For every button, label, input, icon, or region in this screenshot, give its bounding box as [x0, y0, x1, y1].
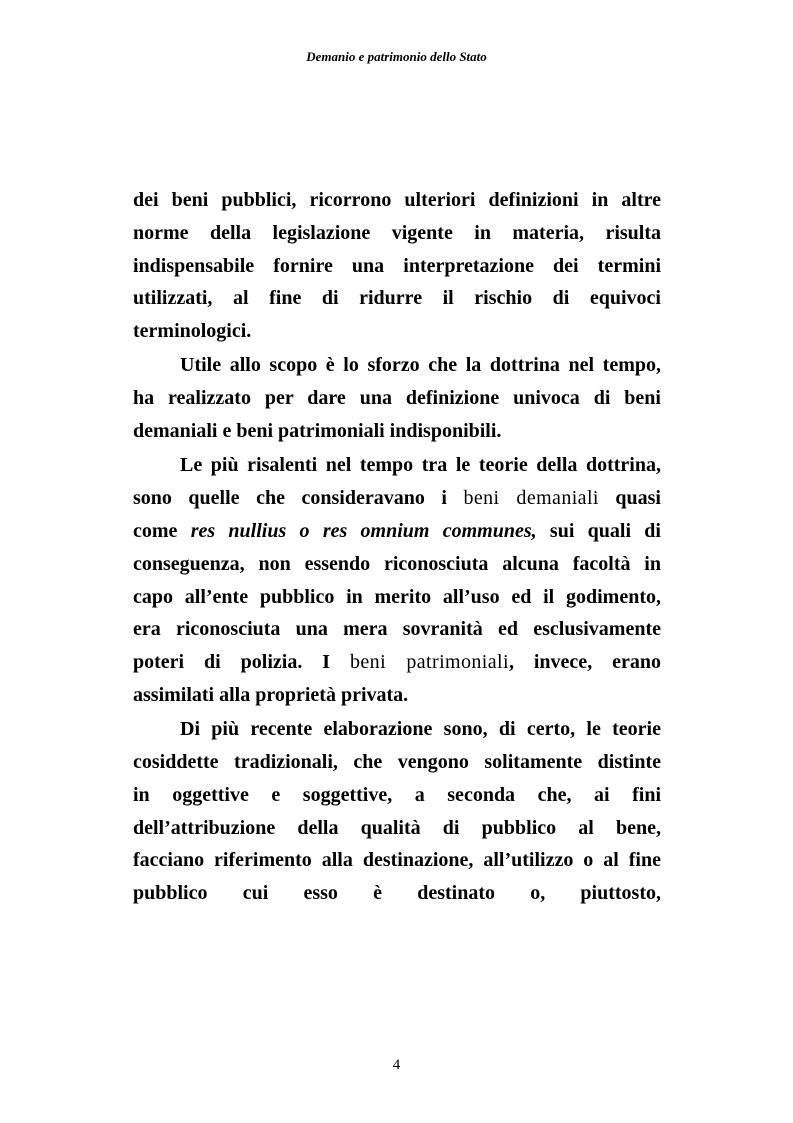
text-segment: sui quali di	[536, 519, 661, 542]
running-header-title: Demanio e patrimonio dello Stato	[306, 49, 487, 64]
body-text	[133, 184, 661, 910]
text-line: norme della legislazione vigente in materia, risulta	[133, 221, 661, 244]
paragraph	[133, 349, 661, 447]
paragraph	[133, 713, 661, 910]
text-segment: sono quelle che consideravano i	[133, 487, 464, 510]
term-beni-patrimoniali: beni patrimoniali	[350, 651, 509, 674]
text-line: ha realizzato per dare una definizione univoca di beni	[133, 387, 661, 410]
term-beni-demaniali: beni demaniali	[463, 487, 599, 510]
text-line: facciano riferimento alla destinazione, all’utilizzo o al fine	[133, 849, 661, 872]
latin-phrase: res nullius o res omnium communes,	[190, 519, 537, 542]
text-line: demaniali e beni patrimoniali indisponibili.	[133, 420, 502, 443]
text-line: pubblico cui esso è destinato o, piuttosto,	[133, 882, 661, 905]
text-line: Di più recente elaborazione sono, di certo, le teorie	[180, 718, 661, 741]
text-line: Le più risalenti nel tempo tra le teorie della dottrina,	[180, 454, 661, 477]
text-segment: , invece, erano	[508, 651, 661, 674]
text-line: conseguenza, non essendo riconosciuta alcuna facoltà in	[133, 552, 661, 575]
text-segment: come	[133, 519, 191, 542]
text-line: indispensabile fornire una interpretazione dei termini	[133, 254, 661, 277]
text-line: capo all’ente pubblico in merito all’uso ed il godimento,	[133, 585, 661, 608]
text-line: Utile allo scopo è lo sforzo che la dottrina nel tempo,	[180, 354, 661, 377]
text-line: dei beni pubblici, ricorrono ulteriori definizioni in altre	[133, 189, 661, 211]
text-line: era riconosciuta una mera sovranità ed esclusivamente	[133, 618, 661, 641]
text-line: in oggettive e soggettive, a seconda che, ai fini	[133, 783, 661, 806]
text-segment: poteri di polizia. I	[133, 651, 350, 674]
text-line: dell’attribuzione della qualità di pubblico al bene,	[133, 816, 661, 839]
page-number: 4	[392, 1057, 401, 1073]
text-segment: quasi	[598, 487, 661, 510]
paragraph	[133, 184, 661, 348]
text-line: assimilati alla proprietà privata.	[133, 683, 409, 706]
text-line	[133, 646, 661, 679]
text-line: utilizzati, al fine di ridurre il rischio di equivoci	[133, 287, 661, 310]
text-line	[133, 515, 661, 548]
text-line	[133, 482, 661, 515]
paragraph	[133, 449, 661, 711]
text-line: terminologici.	[133, 320, 252, 343]
text-line: cosiddette tradizionali, che vengono solitamente distinte	[133, 751, 661, 774]
